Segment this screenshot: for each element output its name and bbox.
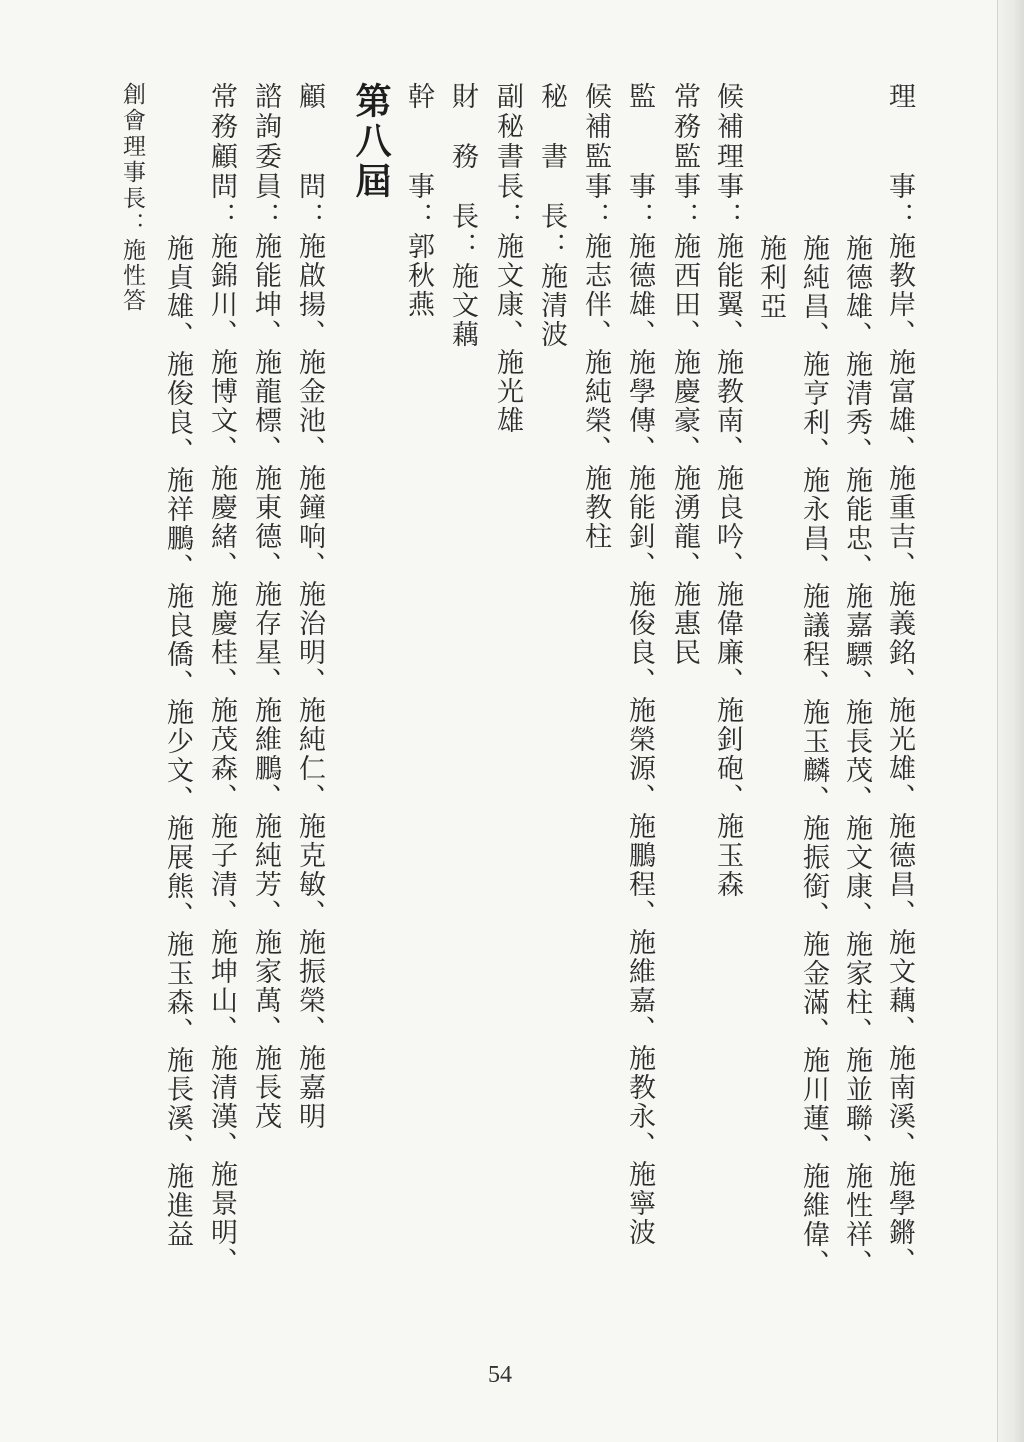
term-heading: 第八屆 (350, 82, 391, 202)
name-list: 施德雄、施學傳、施能釗、施俊良、施榮源、施鵬程、施維嘉、施教永、施寧波 (624, 232, 655, 1247)
role-label: 常務顧問： (206, 82, 237, 232)
name-list: 施文康、施光雄 (492, 232, 523, 435)
column-directors (886, 82, 913, 1276)
name-list: 施純昌、施亨利、施永昌、施議程、施玉麟、施振銜、施金滿、施川蓮、施維偉、 (798, 234, 829, 1278)
page-number: 54 (488, 1362, 512, 1388)
name-list: 施能坤、施龍標、施東德、施存星、施維鵬、施純芳、施家萬、施長茂 (250, 232, 281, 1131)
role-label: 秘 書 長： (536, 82, 567, 262)
column-directors-cont-1 (843, 234, 870, 1278)
name-list: 施能翼、施教南、施良吟、施偉廉、施釗砲、施玉森 (712, 232, 743, 899)
name-list: 施錦川、施博文、施慶緒、施慶桂、施茂森、施子清、施坤山、施清漢、施景明、 (206, 232, 237, 1276)
column-standing-supervisors (671, 82, 698, 667)
role-label: 候補理事： (712, 82, 743, 232)
column-advisors (296, 82, 323, 1131)
name-list: 施西田、施慶豪、施湧龍、施惠民 (669, 232, 700, 667)
name-list: 施文藕 (447, 262, 478, 349)
name-list: 施啟揚、施金池、施鐘响、施治明、施純仁、施克敏、施振榮、施嘉明 (294, 232, 325, 1131)
role-label: 副秘書長： (492, 82, 523, 232)
column-secretary-general (538, 82, 565, 349)
column-alternate-supervisors (582, 82, 609, 551)
role-label: 顧 問： (294, 82, 325, 232)
name-list: 施教岸、施富雄、施重吉、施義銘、施光雄、施德昌、施文藕、施南溪、施學鏘、 (884, 232, 915, 1276)
column-standing-advisors (208, 82, 235, 1276)
name-list: 施德雄、施清秀、施能忠、施嘉驃、施長茂、施文康、施家柱、施並聯、施性祥、 (841, 234, 872, 1278)
role-label: 候補監事： (580, 82, 611, 232)
name-list: 施貞雄、施俊良、施祥鵬、施良僑、施少文、施展熊、施玉森、施長溪、施進益 (162, 234, 193, 1249)
column-alternate-directors (714, 82, 741, 899)
column-deputy-secretary (494, 82, 521, 435)
role-label: 常務監事： (669, 82, 700, 232)
column-consultative-members (252, 82, 279, 1131)
role-label: 財 務 長： (447, 82, 478, 262)
name-list: 施清波 (536, 262, 567, 349)
column-treasurer (449, 82, 476, 349)
role-label: 理 事： (884, 82, 915, 232)
role-label: 幹 事： (403, 82, 434, 232)
name-list: 施利亞 (755, 234, 786, 321)
column-supervisors (626, 82, 653, 1247)
name-list: 施性答 (119, 238, 145, 313)
page-edge (997, 0, 1024, 1442)
column-founding-chairman (120, 82, 143, 313)
column-standing-advisors-cont (164, 234, 191, 1249)
role-label: 監 事： (624, 82, 655, 232)
role-label: 創會理事長： (119, 82, 145, 238)
name-list: 郭秋燕 (403, 232, 434, 319)
column-directors-cont-2 (800, 234, 827, 1278)
role-label: 諮詢委員： (250, 82, 281, 232)
column-staff (405, 82, 432, 319)
name-list: 施志伴、施純榮、施教柱 (580, 232, 611, 551)
column-directors-cont-3 (757, 234, 784, 321)
